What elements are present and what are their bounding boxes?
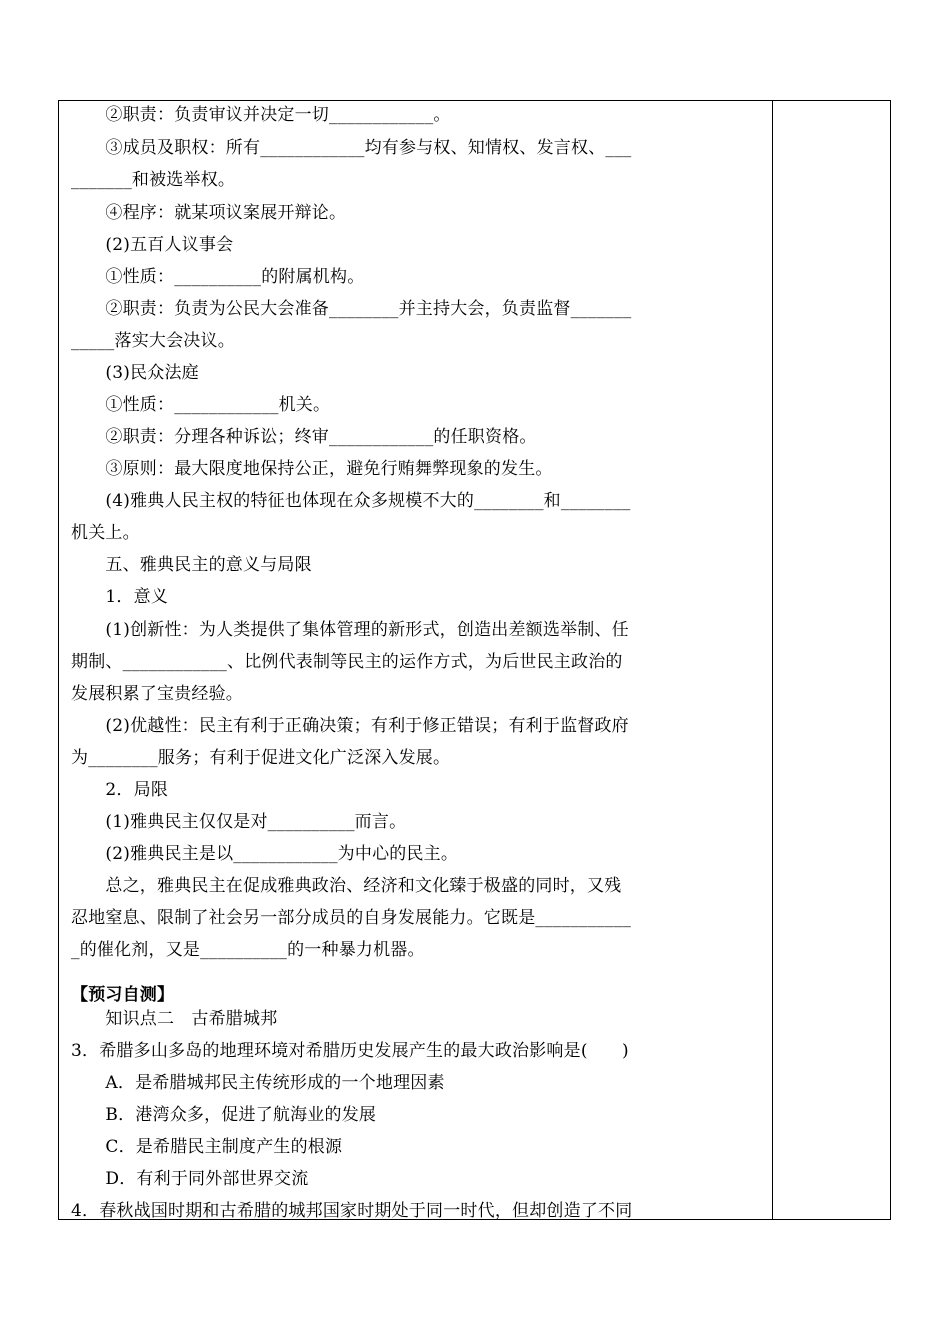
text-line: (1)雅典民主仅仅是对__________而言。 [71,812,407,832]
section-heading: (3)民众法庭 [71,363,199,383]
question-3: 3．希腊多山多岛的地理环境对希腊历史发展产生的最大政治影响是( ) [71,1041,629,1061]
column-divider [772,101,773,1219]
text-line: ①性质：____________机关。 [71,395,331,415]
section-heading: (2)五百人议事会 [71,235,234,255]
text-line: ③成员及职权：所有____________均有参与权、知情权、发言权、___ [71,138,632,158]
text-line: 忍地窒息、限制了社会另一部分成员的自身发展能力。它既是___________ [71,908,632,928]
option-b: B．港湾众多，促进了航海业的发展 [71,1105,377,1125]
text-line: 为________服务；有利于促进文化广泛深入发展。 [71,748,451,768]
text-line: ②职责：负责为公民大会准备________并主持大会，负责监督_______ [71,299,632,319]
option-a: A．是希腊城邦民主传统形成的一个地理因素 [71,1073,445,1093]
section-heading: 1．意义 [71,587,169,607]
text-line: 期制、____________、比例代表制等民主的运作方式，为后世民主政治的 [71,652,623,672]
option-d: D．有利于同外部世界交流 [71,1169,309,1189]
knowledge-point-label: 知识点二 古希腊城邦 [71,1009,278,1029]
section-heading: 五、雅典民主的意义与局限 [71,555,312,575]
text-line: 机关上。 [71,523,140,543]
text-line: ③原则：最大限度地保持公正，避免行贿舞弊现象的发生。 [71,459,553,479]
section-heading: 2．局限 [71,780,169,800]
option-c: C．是希腊民主制度产生的根源 [71,1137,343,1157]
text-line: (2)优越性：民主有利于正确决策；有利于修正错误；有利于监督政府 [71,716,629,736]
worksheet-table [58,100,891,1220]
question-4: 4．春秋战国时期和古希腊的城邦国家时期处于同一时代，但却创造了不同 [71,1201,633,1221]
text-line: 发展积累了宝贵经验。 [71,684,243,704]
text-line: ②职责：分理各种诉讼；终审____________的任职资格。 [71,427,537,447]
text-line: ①性质：__________的附属机构。 [71,267,365,287]
text-line: _______和被选举权。 [71,170,236,190]
preview-test-heading: 【预习自测】 [71,985,175,1005]
text-line: ④程序：就某项议案展开辩论。 [71,203,347,223]
text-line: (1)创新性：为人类提供了集体管理的新形式，创造出差额选举制、任 [71,620,629,640]
text-line: (2)雅典民主是以____________为中心的民主。 [71,844,459,864]
text-line: _的催化剂，又是__________的一种暴力机器。 [71,940,425,960]
text-line: 总之，雅典民主在促成雅典政治、经济和文化臻于极盛的同时，又残 [71,876,622,896]
text-line: (4)雅典人民主权的特征也体现在众多规模不大的________和________ [71,491,631,511]
text-line: ②职责：负责审议并决定一切____________。 [71,105,451,125]
text-line: _____落实大会决议。 [71,331,235,351]
